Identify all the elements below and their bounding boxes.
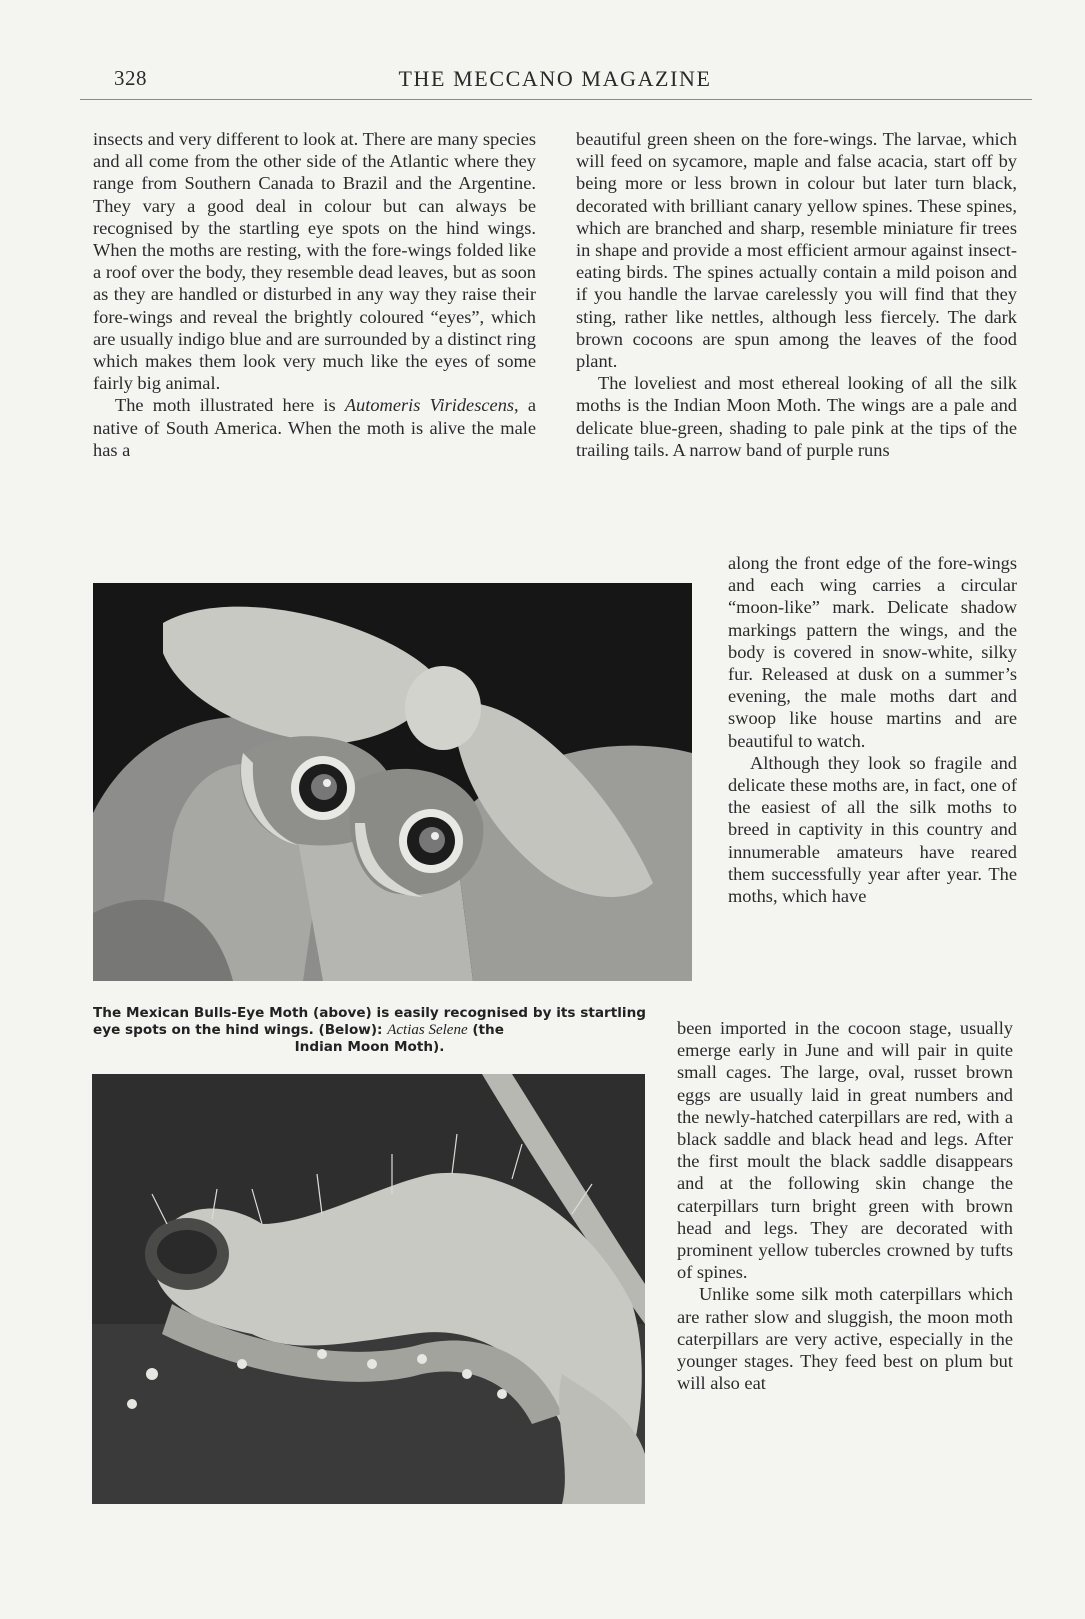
- caption-text-end: (the: [467, 1022, 504, 1038]
- page-number: 328: [114, 66, 147, 90]
- left-column: [93, 128, 536, 461]
- right-column-narrow-upper: [728, 552, 1017, 907]
- header-rule: [80, 99, 1032, 100]
- moon-moth-caterpillar-photo: [92, 1074, 645, 1504]
- caption-last-line: Indian Moon Moth).: [294, 1039, 445, 1055]
- caption-text-start: The Mexican Bulls-Eye Moth (above) is easily recognised by its startling eye spots on the hind wings. (Below):: [93, 1005, 646, 1038]
- right-paragraph-2: The loveliest and most ethereal looking of all the silk moths is the Indian Moon Moth. The wings are a pale and delicate blue-green, shading to pale pink at the tips of the trailing tails. A narrow band of purple runs: [576, 373, 1017, 460]
- species-name-automeris: Automeris Viridescens: [344, 395, 515, 416]
- right-paragraph-1: beautiful green sheen on the fore-wings. The larvae, which will feed on sycamore, maple and false acacia, start off by being more or less brown in colour but later turn black, decorated with brilliant canary yellow spines. These spines, which are branched and sharp, resemble miniature fir trees in shape and provide a most efficient armour against insect-eating birds. The spines actually contain a mild poison and if you handle the larvae carelessly you will find that they sting, rather like nettles, although less fiercely. The dark brown cocoons are spun among the leaves of the food plant.: [576, 129, 1017, 372]
- right-paragraph-4: Unlike some silk moth caterpillars which are rather slow and sluggish, the moon moth caterpillars are very active, especially in the younger stages. They feed best on plum but will also eat: [677, 1284, 1013, 1394]
- right-paragraph-3: Although they look so fragile and delicate these moths are, in fact, one of the easiest of all the silk moths to breed in captivity in this country and innumerable amateurs have reared them successfully year after year. The moths, which have: [728, 752, 1017, 907]
- caption-species-actias: Actias Selene: [387, 1022, 468, 1038]
- page-header: [80, 62, 1030, 102]
- left-p2-end: , a native of South America. When the moth is alive the male has a: [93, 395, 536, 460]
- left-p2-start: The moth illustrated here is: [115, 395, 345, 416]
- right-column: [576, 128, 1017, 461]
- caterpillar-illustration: [92, 1074, 645, 1504]
- left-paragraph-2: [93, 394, 536, 461]
- right-paragraph-2-continued: along the front edge of the fore-wings and each wing carries a circular “moon-like” mark. Delicate shadow markings pattern the wings, and the body is covered in snow-white, silky fur. Released at dusk on a summer’s evening, the male moths dart and swoop like house martins and are beautiful to watch.: [728, 553, 1017, 751]
- bulls-eye-moth-photo: [93, 583, 692, 981]
- right-column-narrow-lower: [677, 1017, 1013, 1394]
- left-paragraph-1: insects and very different to look at. There are many species and all come from the other side of the Atlantic where they range from Southern Canada to Brazil and the Argentine. They vary a good deal in colour but can always be recognised by the startling eye spots on the hind wings. When the moths are resting, with the fore-wings folded like a roof over the body, they resemble dead leaves, but as soon as they are handled or disturbed in any way they raise their fore-wings and reveal the brightly coloured “eyes”, which are usually indigo blue and are surrounded by a distinct ring which makes them look very much like the eyes of some fairly big animal.: [93, 129, 536, 394]
- photo-caption: [93, 1005, 646, 1056]
- moth-illustration: [93, 583, 692, 981]
- right-paragraph-3-continued: been imported in the cocoon stage, usually emerge early in June and will pair in quite small cages. The large, oval, russet brown eggs are usually laid in great numbers and the newly-hatched caterpillars are red, with a black saddle and black head and legs. After the first moult the black saddle disappears and at the following skin change the caterpillars turn bright green with brown head and legs. They are decorated with prominent yellow tubercles crowned by tufts of spines.: [677, 1018, 1013, 1283]
- running-title: THE MECCANO MAGAZINE: [398, 66, 712, 91]
